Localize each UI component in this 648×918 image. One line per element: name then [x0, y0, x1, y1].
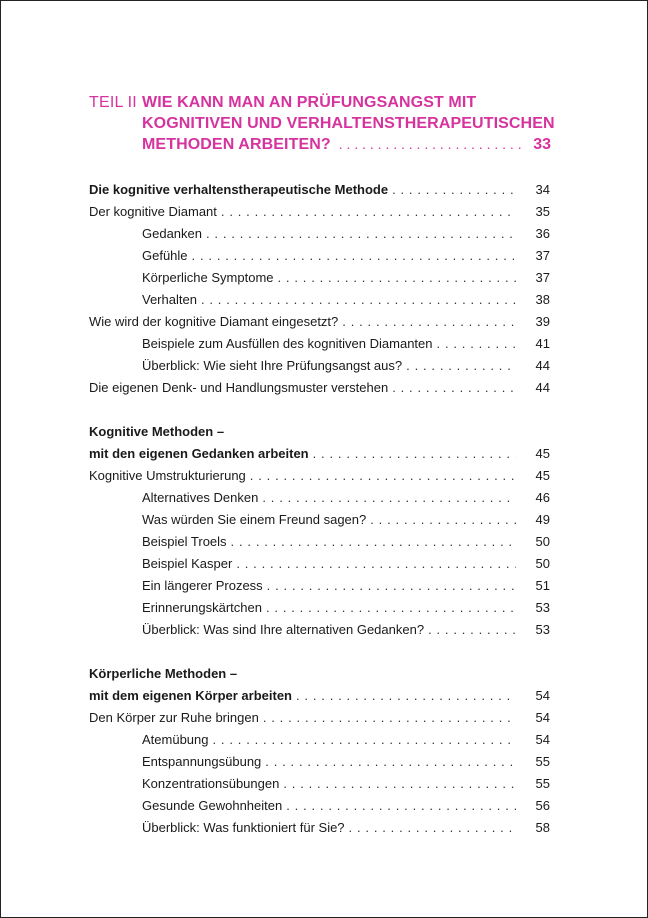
toc-entry-title: Beispiel Troels — [142, 534, 227, 549]
toc-leader-dots — [221, 201, 516, 223]
toc-entry[interactable] — [89, 509, 550, 531]
toc-leader-dots — [236, 553, 516, 575]
toc-entry-page: 35 — [535, 204, 550, 219]
toc-leader-dots — [370, 509, 516, 531]
toc-entry-page: 54 — [535, 688, 550, 703]
part-page-number: 33 — [533, 136, 551, 153]
section-heading — [89, 663, 550, 685]
toc-entry-title: Überblick: Was sind Ihre alternativen Gedanken? — [142, 622, 425, 637]
toc-entry[interactable] — [89, 333, 550, 355]
toc-leader-dots — [437, 333, 516, 355]
toc-entry-title: Verhalten — [142, 292, 197, 307]
toc-entry[interactable] — [89, 377, 550, 399]
toc-leader-dots — [313, 443, 516, 465]
toc-leader-dots — [250, 465, 516, 487]
toc-entry-page: 46 — [535, 490, 550, 505]
toc-entry[interactable] — [89, 685, 550, 707]
toc-entry[interactable] — [89, 619, 550, 641]
toc-leader-dots — [266, 597, 516, 619]
toc-entry[interactable] — [89, 443, 550, 465]
toc-entry-page: 56 — [535, 798, 550, 813]
toc-entry-title: Erinnerungskärtchen — [142, 600, 262, 615]
toc-entry-title: Die eigenen Denk- und Handlungsmuster verstehen — [89, 380, 389, 395]
toc-leader-dots — [392, 377, 516, 399]
toc-entry-title: Der kognitive Diamant — [89, 204, 217, 219]
toc-entry[interactable] — [89, 465, 550, 487]
toc-leader-dots — [406, 355, 516, 377]
toc-entry[interactable] — [89, 487, 550, 509]
toc-entry-page: 53 — [535, 600, 550, 615]
toc-entry-title: Konzentrationsübungen — [142, 776, 280, 791]
toc-leader-dots — [265, 751, 516, 773]
toc-leader-dots — [286, 795, 516, 817]
toc-entry-page: 39 — [535, 314, 550, 329]
toc-leader-dots — [283, 773, 516, 795]
toc-entry[interactable] — [89, 795, 550, 817]
toc-entry-page: 44 — [535, 380, 550, 395]
toc-entry-page: 51 — [535, 578, 550, 593]
toc-entry[interactable] — [89, 179, 550, 201]
toc-leader-dots — [231, 531, 516, 553]
toc-entry-title: Alternatives Denken — [142, 490, 259, 505]
toc-entry[interactable] — [89, 223, 550, 245]
toc-entry-title: Körperliche Symptome — [142, 270, 274, 285]
toc-entry-title: Gefühle — [142, 248, 188, 263]
toc-entry[interactable] — [89, 751, 550, 773]
toc-entry[interactable] — [89, 311, 550, 333]
toc-leader-dots — [213, 729, 517, 751]
toc-entry-title: Beispiel Kasper — [142, 556, 233, 571]
toc-entry-page: 44 — [535, 358, 550, 373]
toc-entry-page: 41 — [535, 336, 550, 351]
toc-entry-title: Entspannungsübung — [142, 754, 262, 769]
toc-leader-dots — [263, 707, 516, 729]
toc-entry[interactable] — [89, 707, 550, 729]
toc-entry-title: Atemübung — [142, 732, 209, 747]
section-gap — [89, 641, 550, 663]
toc-entry-page: 45 — [535, 468, 550, 483]
toc-entry-title: Überblick: Was funktioniert für Sie? — [142, 820, 345, 835]
toc-entry[interactable] — [89, 729, 550, 751]
toc-entry[interactable] — [89, 817, 550, 839]
toc-entry-page: 37 — [535, 248, 550, 263]
toc-entry-page: 37 — [535, 270, 550, 285]
toc-entry-page: 49 — [535, 512, 550, 527]
toc-entry[interactable] — [89, 531, 550, 553]
toc-entry-title: mit den eigenen Gedanken arbeiten — [89, 446, 309, 461]
toc-entry-title: Ein längerer Prozess — [142, 578, 263, 593]
toc-entry-page: 50 — [535, 556, 550, 571]
section-heading — [89, 421, 550, 443]
part-heading — [89, 94, 555, 157]
toc-leader-dots — [428, 619, 516, 641]
toc-leader-dots — [342, 311, 516, 333]
toc-leader-dots — [192, 245, 516, 267]
toc-entry[interactable] — [89, 289, 550, 311]
part-title-line-2: KOGNITIVEN UND VERHALTENSTHERAPEUTISCHEN — [142, 115, 555, 132]
part-leader-dots — [339, 136, 521, 152]
section-heading-text: Kognitive Methoden – — [89, 424, 225, 439]
toc-entry-title: Gedanken — [142, 226, 202, 241]
toc-entry-page: 54 — [535, 710, 550, 725]
toc-entry-title: Was würden Sie einem Freund sagen? — [142, 512, 367, 527]
part-title-line-1: WIE KANN MAN AN PRÜFUNGSANGST MIT — [142, 94, 477, 111]
toc-entry-page: 34 — [535, 182, 550, 197]
toc-entry[interactable] — [89, 773, 550, 795]
toc-list — [89, 179, 550, 839]
toc-entry[interactable] — [89, 597, 550, 619]
toc-leader-dots — [392, 179, 516, 201]
toc-leader-dots — [267, 575, 516, 597]
toc-entry[interactable] — [89, 201, 550, 223]
toc-entry[interactable] — [89, 575, 550, 597]
toc-leader-dots — [262, 487, 516, 509]
toc-entry-page: 36 — [535, 226, 550, 241]
toc-leader-dots — [296, 685, 516, 707]
section-heading-text: Körperliche Methoden – — [89, 666, 238, 681]
toc-entry-page: 54 — [535, 732, 550, 747]
toc-entry-page: 38 — [535, 292, 550, 307]
toc-entry-title: Kognitive Umstrukturierung — [89, 468, 246, 483]
toc-entry-title: Die kognitive verhaltenstherapeutische Methode — [89, 182, 389, 197]
toc-entry[interactable] — [89, 267, 550, 289]
toc-entry-page: 45 — [535, 446, 550, 461]
toc-leader-dots — [349, 817, 516, 839]
toc-entry[interactable] — [89, 355, 550, 377]
toc-entry-title: Gesunde Gewohnheiten — [142, 798, 283, 813]
toc-entry-page: 55 — [535, 754, 550, 769]
part-title-line-3: METHODEN ARBEITEN? — [142, 136, 331, 153]
part-label: TEIL II — [89, 94, 137, 111]
toc-entry-page: 50 — [535, 534, 550, 549]
toc-entry-title: Überblick: Wie sieht Ihre Prüfungsangst aus? — [142, 358, 403, 373]
toc-entry-page: 55 — [535, 776, 550, 791]
toc-leader-dots — [201, 289, 516, 311]
toc-leader-dots — [206, 223, 516, 245]
toc-entry-title: Den Körper zur Ruhe bringen — [89, 710, 259, 725]
toc-entry-title: mit dem eigenen Körper arbeiten — [89, 688, 292, 703]
toc-entry-title: Beispiele zum Ausfüllen des kognitiven Diamanten — [142, 336, 433, 351]
toc-entry-page: 53 — [535, 622, 550, 637]
toc-entry-title: Wie wird der kognitive Diamant eingesetzt? — [89, 314, 339, 329]
toc-entry[interactable] — [89, 553, 550, 575]
toc-entry[interactable] — [89, 245, 550, 267]
section-gap — [89, 399, 550, 421]
toc-entry-page: 58 — [535, 820, 550, 835]
toc-leader-dots — [278, 267, 517, 289]
